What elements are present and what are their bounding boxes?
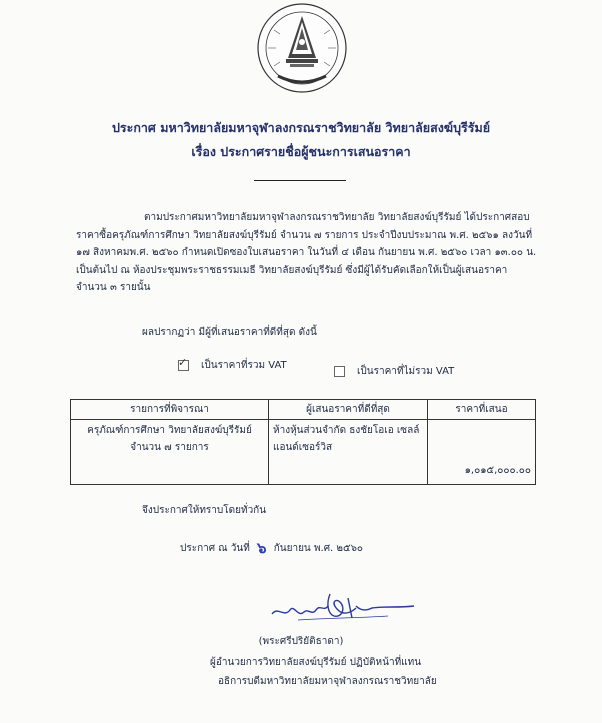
document-subject: เรื่อง ประกาศรายชื่อผู้ชนะการเสนอราคา bbox=[191, 144, 411, 159]
vat-excluded-label: เป็นราคาที่ไม่รวม VAT bbox=[357, 366, 455, 377]
title-divider bbox=[254, 180, 346, 181]
signature-icon bbox=[268, 588, 418, 628]
paragraph-line: ตามประกาศมหาวิทยาลัยมหาจุฬาลงกรณราชวิทยาลัย วิทยาลัยสงฆ์บุรีรัมย์ ได้ประกาศสอบ bbox=[144, 212, 530, 223]
university-seal-icon bbox=[256, 2, 348, 94]
column-header-price: ราคาที่เสนอ bbox=[428, 400, 536, 420]
vat-included-option bbox=[178, 358, 287, 373]
date-prefix: ประกาศ ณ วันที่ bbox=[180, 543, 250, 554]
signer-position-line2: อธิการบดีมหาวิทยาลัยมหาจุฬาลงกรณราชวิทยาลัย bbox=[218, 676, 437, 687]
bid-result-table bbox=[70, 399, 536, 485]
date-day: ๖ bbox=[256, 539, 267, 557]
winner-line: แอนด์เซอร์วิส bbox=[273, 442, 333, 453]
winner-line: ห้างหุ้นส่วนจำกัด ธงชัยโอเอ เซลล์ bbox=[273, 425, 420, 436]
signer-name: (พระศรีปริยัติธาดา) bbox=[258, 636, 344, 647]
body-paragraph bbox=[76, 209, 546, 297]
table-header-row bbox=[71, 400, 536, 420]
table-row bbox=[71, 420, 536, 485]
column-header-winner: ผู้เสนอราคาที่ดีที่สุด bbox=[269, 400, 428, 420]
checkmark-icon: ✓ bbox=[178, 356, 188, 369]
item-line: ครุภัณฑ์การศึกษา วิทยาลัยสงฆ์บุรีรัมย์ bbox=[87, 425, 252, 436]
vat-included-checkbox bbox=[178, 356, 189, 371]
price-cell: ๑,๐๑๕,๐๐๐.๐๐ bbox=[428, 420, 536, 485]
document-title: ประกาศ มหาวิทยาลัยมหาจุฬาลงกรณราชวิทยาลัย วิทยาลัยสงฆ์บุรีรัมย์ bbox=[111, 120, 491, 135]
column-header-item: รายการที่พิจารณา bbox=[71, 400, 269, 420]
paragraph-line: ราคาซื้อครุภัณฑ์การศึกษา วิทยาลัยสงฆ์บุรีรัมย์ จำนวน ๗ รายการ ประจำปีงบประมาณ พ.ศ. ๒๕๖๑ ลงวันที่ bbox=[76, 229, 533, 241]
date-suffix: กันยายน พ.ศ. ๒๕๖๐ bbox=[273, 543, 364, 554]
vat-excluded-option bbox=[334, 364, 454, 379]
item-line: จำนวน ๗ รายการ bbox=[130, 442, 209, 453]
announcement-text: จึงประกาศให้ทราบโดยทั่วกัน bbox=[142, 505, 267, 516]
paragraph-line: จำนวน ๓ รายนั้น bbox=[76, 282, 151, 293]
vat-excluded-checkbox bbox=[334, 366, 345, 377]
result-intro: ผลปรากฏว่า มีผู้ที่เสนอราคาที่ดีที่สุด ดังนี้ bbox=[142, 327, 317, 338]
vat-included-label: เป็นราคาที่รวม VAT bbox=[201, 360, 287, 371]
paragraph-line: ๑๗ สิงหาคมพ.ศ. ๒๕๖๐ กำหนดเปิดซองใบเสนอราคา ในวันที่ ๔ เดือน กันยายน พ.ศ. ๒๕๖๐ เวลา ๑๓.๐๐ น. bbox=[76, 247, 537, 258]
paragraph-line: เป็นต้นไป ณ ห้องประชุมพระราชธรรมเมธี วิทยาลัยสงฆ์บุรีรัมย์ ซึ่งมีผู้ได้รับคัดเลือกให้เป็นผู้เสนอราคา bbox=[76, 264, 508, 276]
signer-position: ผู้อำนวยการวิทยาลัยสงฆ์บุรีรัมย์ ปฏิบัติหน้าที่แทน bbox=[210, 657, 422, 668]
announcement-date bbox=[180, 536, 363, 560]
winner-cell bbox=[269, 420, 428, 485]
item-cell bbox=[71, 420, 269, 485]
